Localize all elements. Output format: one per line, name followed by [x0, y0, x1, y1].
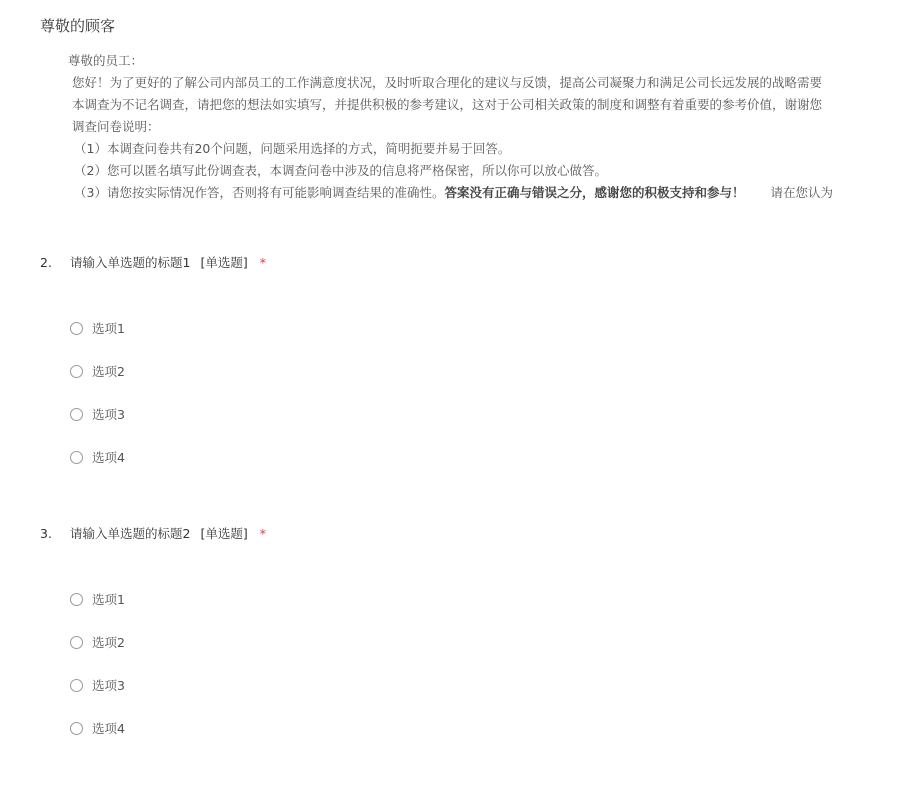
- radio-button[interactable]: [70, 679, 83, 692]
- page-title: 尊敬的顾客: [40, 17, 116, 35]
- option-label: 选项1: [92, 321, 125, 336]
- intro-item-2: （2）您可以匿名填写此份调查表，本调查问卷中涉及的信息将严格保密，所以你可以放心做答。: [74, 163, 607, 178]
- option-label: 选项2: [92, 364, 125, 379]
- intro-line-2: 本调查为不记名调查，请把您的想法如实填写，并提供积极的参考建议，这对于公司相关政策的制度和调整有着重要的参考价值，谢谢您: [72, 97, 823, 112]
- option-list: [70, 592, 900, 764]
- option-2[interactable]: [70, 635, 900, 678]
- question-title: 请输入单选题的标题1: [70, 255, 191, 270]
- survey-intro: [68, 50, 900, 204]
- option-label: 选项4: [92, 721, 125, 736]
- question-type-label: [单选题]: [200, 526, 248, 541]
- option-1[interactable]: [70, 321, 900, 364]
- option-label: 选项1: [92, 592, 125, 607]
- option-label: 选项3: [92, 678, 125, 693]
- intro-item-1: （1）本调查问卷共有20个问题，问题采用选择的方式，简明扼要并易于回答。: [74, 141, 511, 156]
- question-header: [40, 253, 900, 273]
- intro-instructions-heading: 调查问卷说明：: [72, 119, 160, 134]
- intro-item-3-text: （3）请您按实际情况作答，否则将有可能影响调查结果的准确性。: [74, 185, 445, 200]
- radio-button[interactable]: [70, 593, 83, 606]
- intro-greeting: 尊敬的员工：: [68, 53, 144, 68]
- radio-button[interactable]: [70, 365, 83, 378]
- question-type-label: [单选题]: [200, 255, 248, 270]
- option-list: [70, 321, 900, 493]
- option-label: 选项4: [92, 450, 125, 465]
- radio-button[interactable]: [70, 636, 83, 649]
- intro-item-3-emphasis: 答案没有正确与错误之分，感谢您的积极支持和参与！: [444, 185, 745, 200]
- option-1[interactable]: [70, 592, 900, 635]
- intro-item-3-tail: 请在您认为: [770, 185, 833, 200]
- option-label: 选项3: [92, 407, 125, 422]
- question-2: [40, 253, 900, 493]
- radio-button[interactable]: [70, 451, 83, 464]
- option-label: 选项2: [92, 635, 125, 650]
- intro-item-3: [68, 182, 900, 204]
- option-3[interactable]: [70, 407, 900, 450]
- question-3: [40, 524, 900, 764]
- option-3[interactable]: [70, 678, 900, 721]
- required-mark: *: [259, 526, 266, 541]
- option-4[interactable]: [70, 450, 900, 493]
- question-number: 2.: [40, 255, 52, 270]
- question-number: 3.: [40, 526, 52, 541]
- question-title: 请输入单选题的标题2: [70, 526, 191, 541]
- radio-button[interactable]: [70, 322, 83, 335]
- required-mark: *: [259, 255, 266, 270]
- intro-line-1: 您好！为了更好的了解公司内部员工的工作满意度状况，及时听取合理化的建议与反馈，提高公司凝聚力和满足公司长远发展的战略需要: [72, 75, 823, 90]
- radio-button[interactable]: [70, 722, 83, 735]
- question-header: [40, 524, 900, 544]
- option-4[interactable]: [70, 721, 900, 764]
- radio-button[interactable]: [70, 408, 83, 421]
- option-2[interactable]: [70, 364, 900, 407]
